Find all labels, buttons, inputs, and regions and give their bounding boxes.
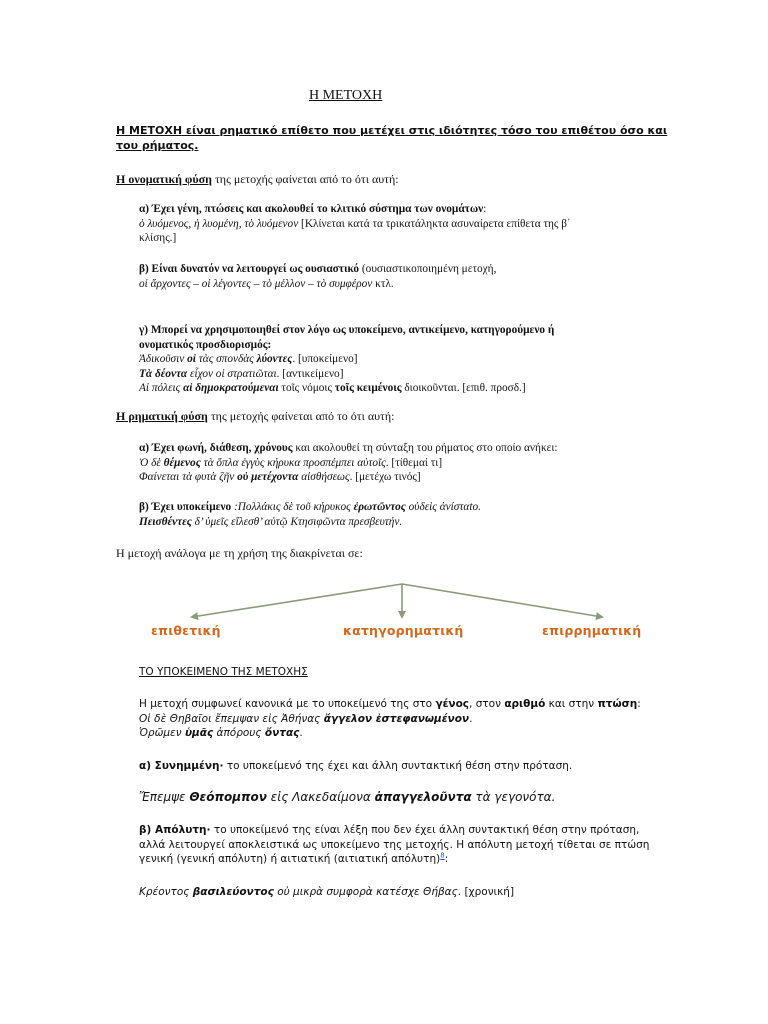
verbal-b-title: β) Έχει υποκείμενο — [139, 501, 232, 513]
nominal-heading-label: Η ονοματική φύση — [116, 172, 212, 186]
classification-diagram — [140, 578, 650, 648]
nominal-b-text: (ουσιαστικοποιημένη μετοχή, — [359, 263, 497, 275]
subject-heading: ΤΟ ΥΠΟΚΕΙΜΕΝΟ ΤΗΣ ΜΕΤΟΧΗΣ — [139, 666, 308, 678]
nominal-a-example: ὁ λυόμενος, ἡ λυομένη, τὸ λυόμενον — [139, 217, 299, 230]
nominal-b-example-rest: κτλ. — [372, 277, 394, 290]
verbal-a-example-2: Φαίνεται τὰ φυτὰ ζῆν οὐ μετέχοντα αἰσθήσεως. [μετέχω τινός] — [139, 471, 421, 484]
verbal-a-title: α) Έχει φωνή, διάθεση, χρόνους — [139, 442, 293, 454]
nominal-heading-text: της μετοχής φαίνεται από το ότι αυτή: — [211, 172, 399, 186]
nominal-c-title-1: γ) Μπορεί να χρησιμοποιηθεί στον λόγο ως υποκείμενο, αντικείμενο, κατηγορούμενο ή — [139, 324, 555, 336]
intro-paragraph — [116, 124, 667, 153]
absolute-participle: β) Απόλυτη· το υποκείμενό της είναι λέξη που δεν έχει άλλη συντακτική θέση στην πρόταση, αλλά λειτουργεί αποκλειστικά ως υποκείμενο της μετοχής. Η απόλυτη μετοχή τίθεται σε πτώση γενική (γενική απόλυτη) ή αιτιατική (αιτιατική απόλυτη)$^8$: — [139, 824, 650, 866]
verbal-a-text: και ακολουθεί τη σύνταξη του ρήματος στο οποίο ανήκει: — [292, 442, 558, 454]
label-attributive: επιθετική — [151, 623, 221, 638]
nominal-a — [139, 202, 571, 246]
intro-line-2: του ρήματος. — [116, 138, 199, 152]
classification-text: Η μετοχή ανάλογα με τη χρήση της διακρίνεται σε: — [116, 546, 363, 560]
conjunct-example: Ἔπεμψε Θεόπομπον εἰς Λακεδαίμονα ἀπαγγελοῦντα τὰ γεγονότα. — [139, 790, 556, 804]
nominal-b-title: β) Είναι δυνατόν να λειτουργεί ως ουσιαστικό — [139, 263, 360, 275]
absolute-example: Κρέοντος βασιλεύοντος οὐ μικρὰ συμφορὰ κατέσχε Θήβας. [χρονική] — [139, 886, 515, 898]
conjunct-title: α) Συνημμένη· — [139, 760, 224, 772]
conjunct-participle — [139, 759, 572, 774]
nominal-c-title-2: ονοματικός προσδιορισμός: — [139, 338, 272, 351]
arrow-right — [402, 584, 602, 617]
page-title: Η ΜΕΤΟΧΗ — [309, 88, 383, 103]
absolute-text-2: αλλά λειτουργεί αποκλειστικά ως υποκείμενο της μετοχής. Η απόλυτη μετοχή τίθεται σε πτώση — [139, 838, 650, 851]
verbal-heading-label: Η ρηματική φύση — [116, 409, 208, 423]
verbal-a — [139, 441, 558, 485]
nominal-a-title: α) Έχει γένη, πτώσεις και ακολουθεί το κλιτικό σύστημα των ονομάτων — [139, 203, 484, 215]
verbal-b-example-2: Πεισθέντες δ’ ὑμεῖς εἴλεσθ’ αὐτῷ Κτησιφῶντα πρεσβευτήν. — [139, 515, 403, 528]
nominal-b-example: οἱ ἄρχοντες – οἱ λέγοντες – τὸ μέλλον – τὸ συμφέρον — [139, 277, 373, 290]
nominal-c-example-1: Ἀδικοῦσιν οἱ τὰς σπονδὰς λύοντες. [υποκείμενο] — [139, 353, 358, 366]
verbal-heading-text: της μετοχής φαίνεται από το ότι αυτή: — [207, 409, 395, 423]
subject-agreement: Η μετοχή συμφωνεί κανονικά με το υποκείμενό της στο γένος, στον αριθμό και στην πτώση: Οἱ δὲ Θηβαῖοι ἔπεμψαν εἰς Ἀθήνας ἄγγελον ἐστεφανωμένον. Ὁρῶμεν ὑμᾶς ἀπόρους ὄντας. — [139, 698, 641, 740]
nominal-c-example-3: Αἱ πόλεις αἱ δημοκρατούμεναι τοῖς νόμοις τοῖς κειμένοις διοικοῦνται. [επιθ. προσδ.] — [139, 382, 526, 395]
nominal-c-example-2: Τὰ δέοντα εἶχον οἱ στρατιῶται. [αντικείμενο] — [139, 367, 344, 380]
conjunct-text: το υποκείμενό της έχει και άλλη συντακτική θέση στην πρόταση. — [223, 760, 573, 772]
footnote-link[interactable]: 8 — [440, 851, 445, 860]
classification-arrows — [140, 578, 650, 622]
verbal-heading — [116, 409, 394, 424]
label-predicative: κατηγορηματική — [343, 623, 464, 638]
absolute-title: β) Απόλυτη· — [139, 824, 211, 836]
verbal-a-example-1: Ὁ δὲ θέμενος τὰ ὅπλα ἐγγὺς κήρυκα προσπέμπει αὐτοῖς. [τίθεμαί τι] — [139, 456, 443, 469]
nominal-a-colon: : — [483, 203, 487, 215]
label-adverbial: επιρρηματική — [542, 623, 642, 638]
nominal-c — [139, 323, 554, 396]
absolute-text-3: γενική (γενική απόλυτη) ή αιτιατική (αιτιατική απόλυτη) — [139, 853, 441, 866]
intro-line-1: Η ΜΕΤΟΧΗ είναι ρηματικό επίθετο που μετέχει στις ιδιότητες τόσο του επιθέτου όσο και — [116, 124, 668, 137]
nominal-b — [139, 262, 496, 291]
verbal-b: β) Έχει υποκείμενο :Πολλάκις δὲ τοῦ κήρυκος ἐρωτῶντος οὐδεὶς ἀνίσταtο. Πεισθέντες δ’ ὑμεῖς εἴλεσθ’ αὐτῷ Κτησιφῶντα πρεσβευτήν. — [139, 501, 481, 528]
nominal-heading — [116, 172, 399, 187]
absolute-text: το υποκείμενό της είναι λέξη που δεν έχει άλλη συντακτική θέση στην πρόταση, — [210, 824, 640, 836]
subject-example-2: Ὁρῶμεν ὑμᾶς ἀπόρους ὄντας. — [139, 727, 303, 740]
subject-example-1: Οἱ δὲ Θηβαῖοι ἔπεμψαν εἰς Ἀθήνας ἄγγελον ἐστεφανωμένον. — [139, 712, 473, 725]
nominal-a-note: [Κλίνεται κατά τα τρικατάληκτα ασυναίρετα επίθετα της β΄ — [298, 217, 571, 230]
nominal-a-note-line-2: κλίσης.] — [139, 232, 177, 245]
arrow-left — [192, 584, 402, 617]
